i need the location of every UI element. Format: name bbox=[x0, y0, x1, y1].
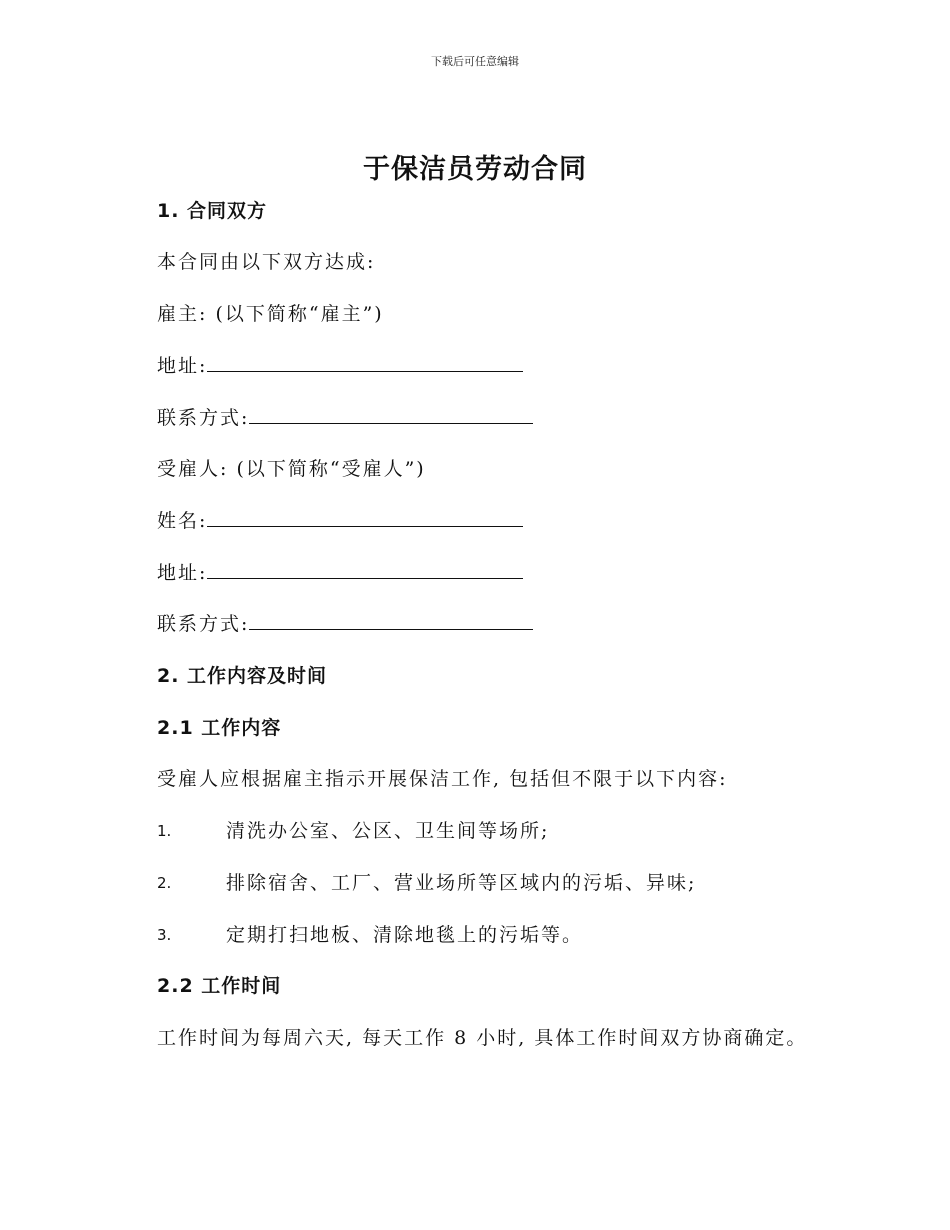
employer-address-label: 地址: bbox=[157, 355, 208, 377]
employee-name-blank[interactable] bbox=[207, 508, 523, 527]
employer-label: 雇主: (以下简称“雇主”) bbox=[157, 303, 384, 325]
section-2-1-heading: 2.1 工作内容 bbox=[157, 717, 282, 739]
employee-contact-label: 联系方式: bbox=[157, 613, 250, 635]
employer-contact-blank[interactable] bbox=[249, 405, 533, 424]
employee-label: 受雇人: (以下简称“受雇人”) bbox=[157, 458, 426, 480]
list-item: 清洗办公室、公区、卫生间等场所; bbox=[226, 820, 550, 842]
list-item-number: 2. bbox=[157, 874, 172, 892]
list-item: 排除宿舍、工厂、营业场所等区域内的污垢、异味; bbox=[226, 872, 697, 894]
employee-name-label: 姓名: bbox=[157, 510, 208, 532]
work-content-intro: 受雇人应根据雇主指示开展保洁工作, 包括但不限于以下内容: bbox=[157, 768, 728, 790]
employee-address-blank[interactable] bbox=[207, 560, 523, 579]
document-title: 于保洁员劳动合同 bbox=[363, 154, 587, 185]
list-item-number: 1. bbox=[157, 822, 172, 840]
employee-address-label: 地址: bbox=[157, 562, 208, 584]
employer-address-blank[interactable] bbox=[207, 353, 523, 372]
section-2-2-heading: 2.2 工作时间 bbox=[157, 975, 282, 997]
list-item-number: 3. bbox=[157, 926, 172, 944]
employee-name-row bbox=[157, 507, 523, 535]
section-1-heading: 1. 合同双方 bbox=[157, 200, 268, 222]
employee-contact-blank[interactable] bbox=[249, 611, 533, 630]
employee-address-row bbox=[157, 559, 523, 587]
list-item: 定期打扫地板、清除地毯上的污垢等。 bbox=[226, 924, 584, 946]
employee-contact-row bbox=[157, 610, 533, 638]
section-2-heading: 2. 工作内容及时间 bbox=[157, 665, 328, 687]
employer-contact-row bbox=[157, 404, 533, 432]
employer-address-row bbox=[157, 352, 523, 380]
work-time-text: 工作时间为每周六天, 每天工作 8 小时, 具体工作时间双方协商确定。 bbox=[157, 1027, 808, 1049]
employer-contact-label: 联系方式: bbox=[157, 407, 250, 429]
page-header-note: 下载后可任意编辑 bbox=[431, 55, 519, 68]
parties-intro: 本合同由以下双方达成: bbox=[157, 251, 376, 273]
